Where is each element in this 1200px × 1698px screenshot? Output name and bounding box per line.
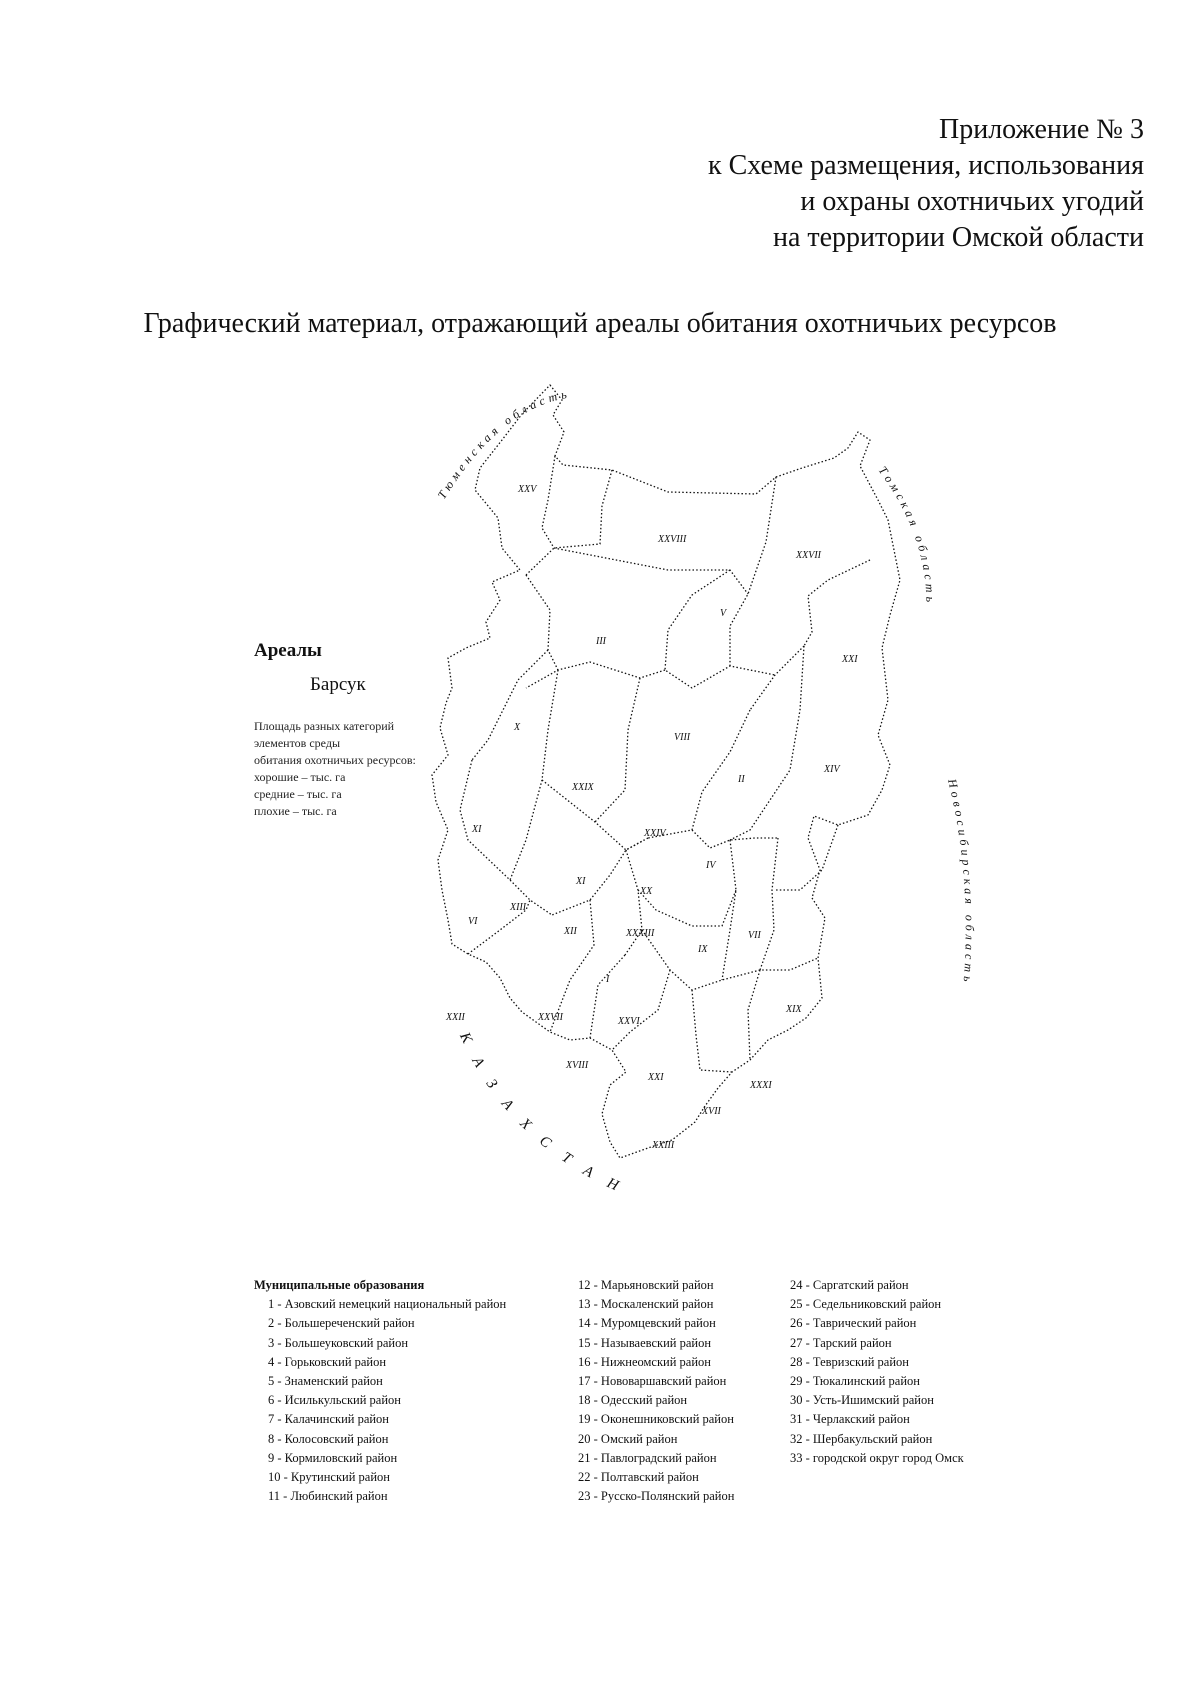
municipalities-title: Муниципальные образования bbox=[254, 1278, 425, 1292]
district-label: IV bbox=[706, 860, 716, 871]
municipality-item: 3 - Большеуковский район bbox=[268, 1335, 409, 1350]
district-label: VI bbox=[468, 916, 478, 927]
district-label: XXIII bbox=[652, 1140, 675, 1151]
municipality-item: 10 - Крутинский район bbox=[268, 1470, 390, 1485]
district-labels bbox=[445, 484, 858, 1151]
legend-area-line: плохие – тыс. га bbox=[254, 804, 337, 818]
municipality-item: 23 - Русско-Полянский район bbox=[578, 1489, 735, 1504]
neighbor-south-label: КАЗАХСТАН bbox=[456, 1029, 638, 1202]
legend-area-line: Площадь разных категорий bbox=[254, 719, 395, 733]
district-label: XXI bbox=[648, 1072, 664, 1083]
municipalities-column-2 bbox=[578, 1276, 734, 1506]
district-label: XXXIII bbox=[626, 928, 655, 939]
neighbor-north-label: Тюменская область bbox=[434, 386, 572, 502]
municipality-item: 4 - Горьковский район bbox=[268, 1354, 387, 1369]
district-label: X bbox=[514, 722, 521, 733]
omsk-region-map bbox=[430, 370, 1030, 1270]
municipalities-column-3 bbox=[790, 1276, 964, 1468]
municipality-item: 13 - Москаленский район bbox=[578, 1297, 714, 1312]
legend-species: Барсук bbox=[310, 674, 366, 695]
district-label: XI bbox=[576, 876, 586, 887]
district-label: III bbox=[596, 636, 606, 647]
district-label: IX bbox=[698, 944, 708, 955]
municipality-item: 30 - Усть-Ишимский район bbox=[790, 1393, 934, 1408]
legend-title: Ареалы bbox=[254, 640, 322, 661]
legend-area-line: элементов среды bbox=[254, 736, 341, 750]
legend-area-line: обитания охотничьих ресурсов: bbox=[254, 753, 416, 767]
district-label: XXIV bbox=[644, 828, 666, 839]
municipality-item: 19 - Оконешниковский район bbox=[578, 1412, 734, 1427]
district-label: V bbox=[720, 608, 727, 619]
district-label: XII bbox=[564, 926, 577, 937]
neighbor-north-east-label: Томская область bbox=[875, 463, 938, 607]
district-label: XIV bbox=[824, 764, 840, 775]
district-label: XI bbox=[472, 824, 482, 835]
district-boundaries bbox=[460, 456, 870, 1072]
district-label: XVII bbox=[702, 1106, 721, 1117]
municipality-item: 12 - Марьяновский район bbox=[578, 1278, 714, 1292]
district-label: XIX bbox=[786, 1004, 802, 1015]
municipality-item: 8 - Колосовский район bbox=[268, 1431, 389, 1446]
municipality-item: 9 - Кормиловский район bbox=[268, 1450, 398, 1465]
page-heading: Графический материал, отражающий ареалы обитания охотничьих ресурсов bbox=[143, 308, 1057, 339]
municipality-item: 21 - Павлоградский район bbox=[578, 1450, 717, 1465]
map-svg bbox=[430, 370, 1030, 1270]
legend-area-line: средние – тыс. га bbox=[254, 787, 342, 801]
municipality-item: 31 - Черлакский район bbox=[790, 1412, 910, 1427]
district-label: XXV bbox=[518, 484, 537, 495]
district-label: II bbox=[738, 774, 745, 785]
district-label: XXXI bbox=[750, 1080, 772, 1091]
municipality-item: 29 - Тюкалинский район bbox=[790, 1374, 920, 1389]
neighbor-east-label: Новосибирская область bbox=[945, 777, 977, 987]
district-label: XX bbox=[640, 886, 653, 897]
municipality-item: 14 - Муромцевский район bbox=[578, 1316, 716, 1331]
municipality-item: 15 - Называевский район bbox=[578, 1335, 712, 1350]
municipality-item: 5 - Знаменский район bbox=[268, 1374, 383, 1389]
district-label: XXVII bbox=[538, 1012, 563, 1023]
district-label: XXVI bbox=[618, 1016, 640, 1027]
municipality-item: 6 - Исилькульский район bbox=[268, 1393, 401, 1408]
municipality-item: 33 - городской округ город Омск bbox=[790, 1450, 964, 1465]
district-label: XXVII bbox=[796, 550, 821, 561]
municipality-item: 26 - Таврический район bbox=[790, 1316, 917, 1331]
appendix-line-2: к Схеме размещения, использования bbox=[707, 150, 1144, 181]
municipality-item: 16 - Нижнеомский район bbox=[578, 1354, 711, 1369]
district-label: XXI bbox=[842, 654, 858, 665]
municipality-item: 11 - Любинский район bbox=[268, 1489, 388, 1504]
municipality-item: 28 - Тевризский район bbox=[790, 1354, 909, 1369]
legend-area-line: хорошие – тыс. га bbox=[254, 770, 346, 784]
district-label: VIII bbox=[674, 732, 691, 743]
district-label: XVIII bbox=[566, 1060, 589, 1071]
district-label: XXII bbox=[446, 1012, 465, 1023]
municipalities-column-1 bbox=[254, 1276, 506, 1506]
municipality-item: 25 - Седельниковский район bbox=[790, 1297, 942, 1312]
district-label: XIII bbox=[510, 902, 527, 913]
appendix-line-4: на территории Омской области bbox=[772, 222, 1144, 253]
appendix-header bbox=[544, 112, 1144, 256]
municipality-item: 27 - Тарский район bbox=[790, 1335, 892, 1350]
municipality-item: 32 - Шербакульский район bbox=[790, 1431, 933, 1446]
municipality-item: 22 - Полтавский район bbox=[578, 1470, 699, 1485]
municipality-item: 1 - Азовский немецкий национальный район bbox=[268, 1297, 507, 1312]
municipality-item: 7 - Калачинский район bbox=[268, 1412, 389, 1427]
municipality-item: 17 - Нововаршавский район bbox=[578, 1374, 727, 1389]
district-label: XXVIII bbox=[658, 534, 687, 545]
appendix-line-3: и охраны охотничьих угодий bbox=[800, 186, 1144, 217]
municipality-item: 2 - Большереченский район bbox=[268, 1316, 415, 1331]
district-label: XXIX bbox=[572, 782, 594, 793]
municipality-item: 24 - Саргатский район bbox=[790, 1278, 909, 1292]
municipality-item: 18 - Одесский район bbox=[578, 1393, 688, 1408]
appendix-line-1: Приложение № 3 bbox=[939, 114, 1144, 145]
district-label: VII bbox=[748, 930, 761, 941]
municipality-item: 20 - Омский район bbox=[578, 1431, 678, 1446]
district-label: I bbox=[606, 974, 610, 985]
